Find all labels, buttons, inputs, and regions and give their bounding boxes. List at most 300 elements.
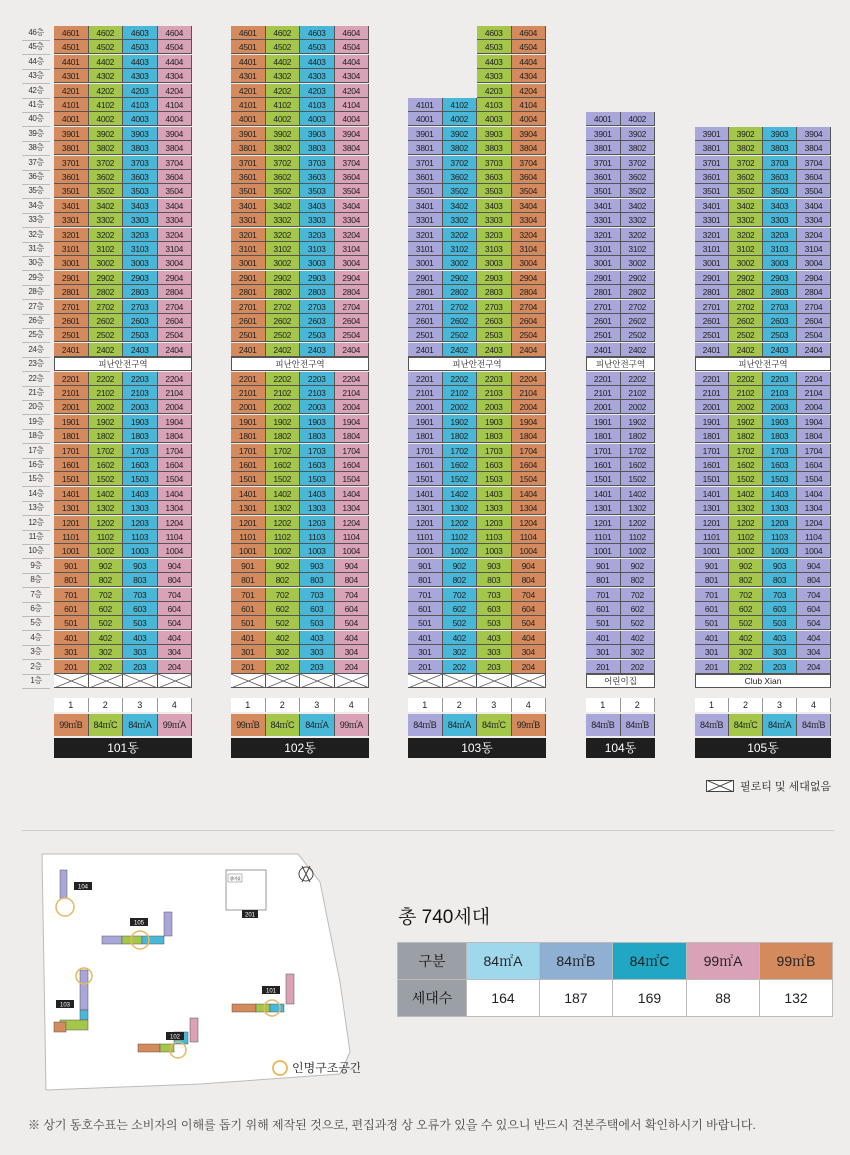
unit-cell: 2001 [231, 400, 266, 414]
unit-cell: 3904 [158, 127, 193, 141]
unit-cell: 4302 [266, 69, 301, 83]
unit-cell: 3803 [300, 141, 335, 155]
unit-cell: 1203 [123, 516, 158, 530]
unit-cell: 3703 [763, 156, 797, 170]
unit-cell: 2702 [443, 300, 478, 314]
unit-cell: 1403 [300, 487, 335, 501]
unit-cell: 2602 [443, 314, 478, 328]
unit-cell: 3604 [158, 170, 193, 184]
unit-cell: 3301 [586, 213, 621, 227]
unit-cell: 3401 [408, 199, 443, 213]
unit-cell: 2602 [729, 314, 763, 328]
unit-cell: 3103 [477, 242, 512, 256]
unit-cell: 1804 [797, 429, 831, 443]
unit-cell: 3703 [477, 156, 512, 170]
unit-cell: 1401 [231, 487, 266, 501]
unit-cell: 2701 [695, 300, 729, 314]
unit-cell: 3403 [300, 199, 335, 213]
unit-cell: 1001 [408, 544, 443, 558]
unit-cell: 2502 [89, 328, 124, 342]
unit-cell: 404 [797, 631, 831, 645]
unit-cell: 903 [300, 559, 335, 573]
unit-cell: 1004 [158, 544, 193, 558]
unit-cell: 1101 [586, 530, 621, 544]
unit-cell: 3901 [586, 127, 621, 141]
unit-cell: 3902 [443, 127, 478, 141]
unit-cell: 3801 [54, 141, 89, 155]
unit-cell: 3201 [695, 228, 729, 242]
unit-cell: 303 [477, 645, 512, 659]
unit-cell: 2102 [266, 386, 301, 400]
unit-cell: 2903 [123, 271, 158, 285]
unit-cell: 2103 [300, 386, 335, 400]
floor-label: 23층 [22, 357, 50, 372]
unit-cell: 4603 [123, 26, 158, 40]
pilotis-cell [477, 674, 512, 688]
unit-cell: 1101 [695, 530, 729, 544]
unit-cell: 803 [477, 573, 512, 587]
unit-cell: 2501 [586, 328, 621, 342]
unit-cell: 4102 [443, 98, 478, 112]
floor-label: 44층 [22, 55, 50, 70]
unit-cell: 3202 [266, 228, 301, 242]
unit-cell: 603 [477, 602, 512, 616]
unit-cell: 1703 [763, 444, 797, 458]
unit-cell: 2204 [512, 372, 547, 386]
unit-cell: 2503 [123, 328, 158, 342]
unit-cell: 4203 [123, 84, 158, 98]
unit-cell: 3804 [335, 141, 370, 155]
unit-cell: 3101 [408, 242, 443, 256]
unit-cell: 2503 [763, 328, 797, 342]
unit-cell: 2101 [54, 386, 89, 400]
unit-cell: 3301 [54, 213, 89, 227]
unit-cell: 1003 [300, 544, 335, 558]
unit-cell: 4104 [335, 98, 370, 112]
unit-cell: 3404 [797, 199, 831, 213]
unit-cell: 4004 [512, 112, 547, 126]
unit-cell: 301 [231, 645, 266, 659]
unit-cell: 3601 [586, 170, 621, 184]
unit-cell: 1102 [729, 530, 763, 544]
floor-label: 16층 [22, 458, 50, 473]
unit-cell: 2403 [300, 343, 335, 357]
unit-cell: 3104 [797, 242, 831, 256]
unit-cell: 2601 [586, 314, 621, 328]
unit-cell: 3501 [231, 184, 266, 198]
unit-cell: 1002 [89, 544, 124, 558]
unit-cell: 801 [231, 573, 266, 587]
unit-cell: 1902 [266, 415, 301, 429]
total-units: 총 740세대 [398, 907, 491, 928]
unit-cell: 1403 [477, 487, 512, 501]
unit-cell: 2704 [158, 300, 193, 314]
pilotis-cell [266, 674, 301, 688]
unit-cell: 904 [335, 559, 370, 573]
unit-cell: 1102 [443, 530, 478, 544]
unit-cell: 804 [512, 573, 547, 587]
unit-cell: 1302 [621, 501, 656, 515]
unit-cell: 4202 [89, 84, 124, 98]
unit-cell: 903 [763, 559, 797, 573]
floor-label: 18층 [22, 429, 50, 444]
unit-cell: 2001 [695, 400, 729, 414]
footnote: ※ 상기 동호수표는 소비자의 이해를 돕기 위해 제작된 것으로, 편집과정 상 오류가 있을 수 있으니 반드시 견본주택에서 확인하시기 바랍니다. [28, 1118, 756, 1132]
unit-cell: 1602 [266, 458, 301, 472]
unit-cell: 1504 [158, 472, 193, 486]
unit-cell: 3002 [729, 256, 763, 270]
unit-cell: 2101 [695, 386, 729, 400]
unit-cell: 4602 [266, 26, 301, 40]
unit-cell: 3404 [158, 199, 193, 213]
unit-cell: 3301 [231, 213, 266, 227]
svg-text:경비실: 경비실 [229, 876, 241, 881]
unit-cell: 4204 [512, 84, 547, 98]
unit-cell: 1204 [512, 516, 547, 530]
unit-cell: 704 [335, 588, 370, 602]
floor-label: 6층 [22, 602, 50, 617]
unit-type: 84㎡A [763, 714, 797, 736]
unit-cell: 1104 [158, 530, 193, 544]
unit-type: 99㎡A [158, 714, 193, 736]
unit-cell: 1701 [408, 444, 443, 458]
unit-cell: 1204 [335, 516, 370, 530]
unit-cell: 3204 [335, 228, 370, 242]
floor-label: 13층 [22, 501, 50, 516]
unit-cell: 2004 [335, 400, 370, 414]
unit-cell: 1503 [300, 472, 335, 486]
unit-cell: 3103 [300, 242, 335, 256]
unit-cell: 1004 [797, 544, 831, 558]
unit-cell: 1301 [695, 501, 729, 515]
unit-cell: 1402 [729, 487, 763, 501]
unit-cell: 1704 [797, 444, 831, 458]
unit-cell: 3502 [621, 184, 656, 198]
unit-cell: 3101 [695, 242, 729, 256]
refuge-floor: 피난안전구역 [586, 357, 655, 371]
unit-cell: 404 [512, 631, 547, 645]
unit-cell: 3301 [408, 213, 443, 227]
unit-cell: 303 [763, 645, 797, 659]
unit-cell: 2103 [763, 386, 797, 400]
unit-cell: 503 [477, 616, 512, 630]
unit-cell: 1802 [266, 429, 301, 443]
unit-cell: 503 [123, 616, 158, 630]
unit-cell: 3204 [158, 228, 193, 242]
unit-cell: 302 [89, 645, 124, 659]
unit-cell: 4401 [231, 55, 266, 69]
floor-label: 30층 [22, 256, 50, 271]
unit-cell: 1804 [335, 429, 370, 443]
unit-cell: 3504 [512, 184, 547, 198]
floor-label: 28층 [22, 285, 50, 300]
floor-label: 12층 [22, 516, 50, 531]
unit-cell: 2703 [123, 300, 158, 314]
line-number: 1 [231, 698, 266, 712]
unit-cell: 1301 [231, 501, 266, 515]
unit-cell: 1702 [621, 444, 656, 458]
unit-cell: 501 [408, 616, 443, 630]
floor-label: 43층 [22, 69, 50, 84]
refuge-floor: 피난안전구역 [231, 357, 369, 371]
unit-cell: 1102 [266, 530, 301, 544]
unit-cell: 2603 [300, 314, 335, 328]
svg-text:105: 105 [133, 920, 145, 927]
unit-cell: 1401 [54, 487, 89, 501]
unit-cell: 1604 [797, 458, 831, 472]
line-number: 1 [54, 698, 89, 712]
unit-cell: 3203 [123, 228, 158, 242]
unit-cell: 3803 [763, 141, 797, 155]
floor-label: 46층 [22, 26, 50, 41]
unit-cell: 502 [621, 616, 656, 630]
unit-cell: 3503 [477, 184, 512, 198]
unit-cell: 904 [158, 559, 193, 573]
building-name: 103동 [408, 738, 546, 758]
unit-cell: 1502 [621, 472, 656, 486]
unit-cell: 1203 [300, 516, 335, 530]
unit-cell: 1702 [266, 444, 301, 458]
unit-cell: 1004 [512, 544, 547, 558]
unit-cell: 2601 [54, 314, 89, 328]
unit-cell: 1102 [621, 530, 656, 544]
unit-cell: 303 [300, 645, 335, 659]
unit-cell: 2802 [621, 285, 656, 299]
unit-cell: 1703 [477, 444, 512, 458]
unit-cell: 2703 [763, 300, 797, 314]
unit-cell: 202 [443, 660, 478, 674]
line-number: 4 [158, 698, 193, 712]
unit-cell: 1001 [54, 544, 89, 558]
unit-cell: 2501 [695, 328, 729, 342]
unit-cell: 2403 [763, 343, 797, 357]
unit-type: 84㎡B [695, 714, 729, 736]
unit-cell: 1001 [231, 544, 266, 558]
unit-cell: 3601 [231, 170, 266, 184]
unit-type: 99㎡A [335, 714, 370, 736]
unit-cell: 2403 [477, 343, 512, 357]
unit-cell: 4001 [586, 112, 621, 126]
unit-cell: 1602 [89, 458, 124, 472]
unit-cell: 3903 [477, 127, 512, 141]
floor-label: 26층 [22, 314, 50, 329]
unit-cell: 4402 [266, 55, 301, 69]
unit-cell: 1103 [123, 530, 158, 544]
unit-cell: 3202 [443, 228, 478, 242]
unit-cell: 1101 [231, 530, 266, 544]
unit-cell: 2901 [408, 271, 443, 285]
line-number: 3 [763, 698, 797, 712]
unit-cell: 2502 [443, 328, 478, 342]
unit-cell: 2904 [512, 271, 547, 285]
unit-cell: 2701 [54, 300, 89, 314]
floor-label: 8층 [22, 573, 50, 588]
unit-cell: 2202 [266, 372, 301, 386]
unit-cell: 3901 [695, 127, 729, 141]
unit-cell: 2603 [123, 314, 158, 328]
unit-cell: 2003 [763, 400, 797, 414]
unit-type: 84㎡A [123, 714, 158, 736]
unit-cell: 3202 [89, 228, 124, 242]
pilotis-cell [408, 674, 443, 688]
legend-pilotis [706, 778, 831, 794]
unit-cell: 1104 [335, 530, 370, 544]
unit-cell: 3001 [54, 256, 89, 270]
unit-cell: 2202 [89, 372, 124, 386]
unit-cell: 1401 [695, 487, 729, 501]
summary-table [397, 942, 833, 1017]
unit-cell: 2702 [729, 300, 763, 314]
unit-cell: 3104 [512, 242, 547, 256]
unit-type: 84㎡A [300, 714, 335, 736]
unit-cell: 1002 [621, 544, 656, 558]
floor-label: 11층 [22, 530, 50, 545]
unit-cell: 1704 [158, 444, 193, 458]
unit-cell: 4504 [335, 40, 370, 54]
unit-cell: 2703 [300, 300, 335, 314]
line-number: 4 [335, 698, 370, 712]
floor-label: 32층 [22, 228, 50, 243]
building-name: 105동 [695, 738, 831, 758]
unit-cell: 2802 [443, 285, 478, 299]
unit-cell: 601 [231, 602, 266, 616]
summary-type-2: 84㎡C [612, 943, 686, 980]
unit-cell: 3602 [443, 170, 478, 184]
unit-cell: 502 [443, 616, 478, 630]
unit-cell: 1304 [512, 501, 547, 515]
unit-cell: 3004 [158, 256, 193, 270]
unit-cell: 604 [335, 602, 370, 616]
unit-cell: 4304 [335, 69, 370, 83]
first-floor-facility: 어린이집 [586, 674, 655, 688]
unit-cell: 3802 [729, 141, 763, 155]
unit-cell: 3504 [797, 184, 831, 198]
unit-cell: 2402 [266, 343, 301, 357]
unit-cell: 2203 [300, 372, 335, 386]
floor-label: 22층 [22, 372, 50, 387]
unit-cell: 3603 [477, 170, 512, 184]
unit-cell: 1404 [335, 487, 370, 501]
floor-label: 20층 [22, 400, 50, 415]
unit-cell: 1504 [797, 472, 831, 486]
summary-row-label: 세대수 [398, 980, 467, 1017]
unit-cell: 2903 [300, 271, 335, 285]
floor-label: 34층 [22, 199, 50, 214]
line-number: 2 [266, 698, 301, 712]
unit-cell: 801 [695, 573, 729, 587]
unit-cell: 2104 [797, 386, 831, 400]
unit-cell: 3802 [266, 141, 301, 155]
refuge-floor: 피난안전구역 [54, 357, 192, 371]
unit-cell: 3601 [695, 170, 729, 184]
unit-cell: 3002 [443, 256, 478, 270]
unit-cell: 1803 [763, 429, 797, 443]
unit-cell: 2601 [231, 314, 266, 328]
unit-cell: 3502 [89, 184, 124, 198]
unit-cell: 1901 [408, 415, 443, 429]
unit-cell: 2401 [695, 343, 729, 357]
floor-label: 42층 [22, 84, 50, 99]
unit-cell: 2004 [158, 400, 193, 414]
unit-cell: 803 [300, 573, 335, 587]
unit-cell: 4101 [54, 98, 89, 112]
unit-cell: 1402 [621, 487, 656, 501]
unit-cell: 4001 [54, 112, 89, 126]
unit-cell: 4404 [335, 55, 370, 69]
unit-type: 99㎡B [54, 714, 89, 736]
unit-cell: 4102 [266, 98, 301, 112]
first-floor-facility: Club Xian [695, 674, 831, 688]
unit-cell: 4204 [335, 84, 370, 98]
unit-cell: 1902 [729, 415, 763, 429]
unit-cell: 2404 [797, 343, 831, 357]
floor-label: 10층 [22, 544, 50, 559]
unit-cell: 4002 [443, 112, 478, 126]
unit-cell: 3602 [729, 170, 763, 184]
unit-cell: 3404 [335, 199, 370, 213]
unit-cell: 1904 [335, 415, 370, 429]
floor-label: 7층 [22, 588, 50, 603]
unit-cell: 3103 [763, 242, 797, 256]
unit-cell: 3801 [586, 141, 621, 155]
unit-cell: 2201 [695, 372, 729, 386]
unit-cell: 3302 [729, 213, 763, 227]
unit-cell: 3402 [729, 199, 763, 213]
unit-cell: 203 [763, 660, 797, 674]
unit-cell: 3002 [621, 256, 656, 270]
floor-label: 2층 [22, 660, 50, 675]
unit-cell: 1801 [408, 429, 443, 443]
unit-cell: 1901 [54, 415, 89, 429]
unit-cell: 1304 [797, 501, 831, 515]
unit-cell: 4501 [54, 40, 89, 54]
line-number: 1 [695, 698, 729, 712]
unit-cell: 3904 [335, 127, 370, 141]
unit-cell: 3903 [123, 127, 158, 141]
unit-cell: 1404 [158, 487, 193, 501]
unit-cell: 4502 [89, 40, 124, 54]
unit-cell: 1103 [300, 530, 335, 544]
unit-cell: 3701 [695, 156, 729, 170]
unit-cell: 402 [266, 631, 301, 645]
unit-cell: 3404 [512, 199, 547, 213]
unit-cell: 4201 [54, 84, 89, 98]
floor-label: 1층 [22, 674, 50, 689]
unit-cell: 1701 [231, 444, 266, 458]
unit-cell: 1402 [443, 487, 478, 501]
unit-cell: 1101 [54, 530, 89, 544]
unit-cell: 701 [586, 588, 621, 602]
unit-cell: 4302 [89, 69, 124, 83]
unit-cell: 3203 [300, 228, 335, 242]
unit-cell: 1903 [477, 415, 512, 429]
unit-cell: 4503 [477, 40, 512, 54]
unit-cell: 2402 [621, 343, 656, 357]
unit-cell: 704 [158, 588, 193, 602]
unit-cell: 1601 [586, 458, 621, 472]
unit-cell: 2003 [123, 400, 158, 414]
unit-cell: 401 [586, 631, 621, 645]
unit-cell: 2701 [586, 300, 621, 314]
unit-cell: 2002 [89, 400, 124, 414]
unit-type: 99㎡B [231, 714, 266, 736]
unit-cell: 702 [89, 588, 124, 602]
unit-cell: 2602 [621, 314, 656, 328]
floor-label: 31층 [22, 242, 50, 257]
unit-cell: 304 [797, 645, 831, 659]
unit-cell: 1503 [123, 472, 158, 486]
unit-cell: 4103 [123, 98, 158, 112]
